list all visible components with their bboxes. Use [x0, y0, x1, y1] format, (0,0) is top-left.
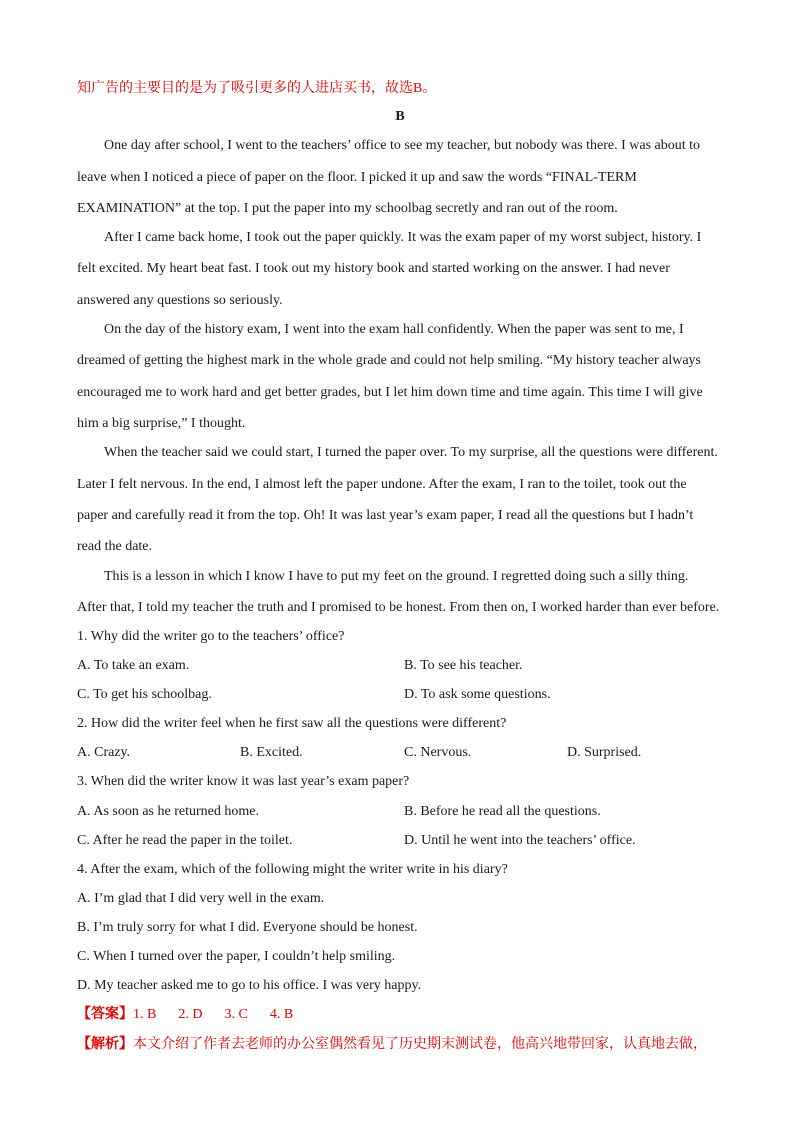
answer-item: 4. B — [269, 1007, 294, 1022]
section-title: B — [395, 109, 405, 124]
passage-line: read the date. — [77, 539, 153, 554]
option-b: B. I’m truly sorry for what I did. Everyone should be honest. — [77, 920, 418, 935]
passage-line: answered any questions so seriously. — [77, 293, 283, 308]
passage-line: One day after school, I went to the teachers’ office to see my teacher, but nobody was there. I was about to — [104, 138, 701, 153]
option-a: A. To take an exam. — [77, 658, 190, 673]
option-c: C. After he read the paper in the toilet. — [77, 833, 293, 848]
top-note: 知广告的主要目的是为了吸引更多的人进店买书，故选B。 — [77, 81, 437, 96]
option-c: C. To get his schoolbag. — [77, 687, 212, 702]
option-d: D. Until he went into the teachers’ office. — [404, 833, 636, 848]
analysis-label: 【解析】 — [77, 1037, 133, 1052]
option-a: A. I’m glad that I did very well in the exam. — [77, 891, 325, 906]
passage-line: him a big surprise,” I thought. — [77, 416, 246, 431]
option-b: B. Before he read all the questions. — [404, 804, 601, 819]
option-b: B. Excited. — [240, 745, 303, 760]
answer-item: 2. D — [178, 1007, 203, 1022]
passage-line: On the day of the history exam, I went into the exam hall confidently. When the paper was sent to me, I — [104, 322, 684, 337]
option-a: A. As soon as he returned home. — [77, 804, 259, 819]
option-d: D. To ask some questions. — [404, 687, 551, 702]
option-d: D. Surprised. — [567, 745, 642, 760]
question-stem: 2. How did the writer feel when he first saw all the questions were different? — [77, 716, 507, 731]
question-stem: 4. After the exam, which of the following might the writer write in his diary? — [77, 862, 508, 877]
option-b: B. To see his teacher. — [404, 658, 523, 673]
passage-line: encouraged me to work hard and get better grades, but I let him down time and time again. This time I will give — [77, 385, 703, 400]
option-c: C. When I turned over the paper, I couldn’t help smiling. — [77, 949, 396, 964]
passage-line: When the teacher said we could start, I turned the paper over. To my surprise, all the questions were different. — [104, 445, 718, 460]
answer-line — [77, 1006, 293, 1024]
passage-line: After I came back home, I took out the paper quickly. It was the exam paper of my worst subject, history. I — [104, 230, 702, 245]
passage-line: felt excited. My heart beat fast. I took out my history book and started working on the answer. I had never — [77, 261, 670, 276]
answer-item: 3. C — [224, 1007, 248, 1022]
passage-line: This is a lesson in which I know I have to put my feet on the ground. I regretted doing such a silly thing. — [104, 569, 689, 584]
question-stem: 1. Why did the writer go to the teachers’ office? — [77, 629, 345, 644]
option-c: C. Nervous. — [404, 745, 472, 760]
option-a: A. Crazy. — [77, 745, 131, 760]
passage-line: dreamed of getting the highest mark in the whole grade and could not help smiling. “My history teacher always — [77, 353, 701, 368]
answer-label: 【答案】 — [77, 1007, 133, 1022]
answer-item: 1. B — [133, 1007, 157, 1022]
passage-line: EXAMINATION” at the top. I put the paper into my schoolbag secretly and ran out of the room. — [77, 201, 618, 216]
option-d: D. My teacher asked me to go to his office. I was very happy. — [77, 978, 422, 993]
question-stem: 3. When did the writer know it was last year’s exam paper? — [77, 774, 410, 789]
passage-line: After that, I told my teacher the truth and I promised to be honest. From then on, I worked harder than ever before. — [77, 600, 720, 615]
analysis-line — [77, 1036, 707, 1054]
passage-line: paper and carefully read it from the top. Oh! It was last year’s exam paper, I read all the questions but I hadn’t — [77, 508, 694, 523]
passage-line: Later I felt nervous. In the end, I almost left the paper undone. After the exam, I ran to the toilet, took out the — [77, 477, 687, 492]
passage-line: leave when I noticed a piece of paper on the floor. I picked it up and saw the words “FINAL-TERM — [77, 170, 637, 185]
analysis-text: 本文介绍了作者去老师的办公室偶然看见了历史期末测试卷，他高兴地带回家，认真地去做， — [133, 1037, 707, 1052]
